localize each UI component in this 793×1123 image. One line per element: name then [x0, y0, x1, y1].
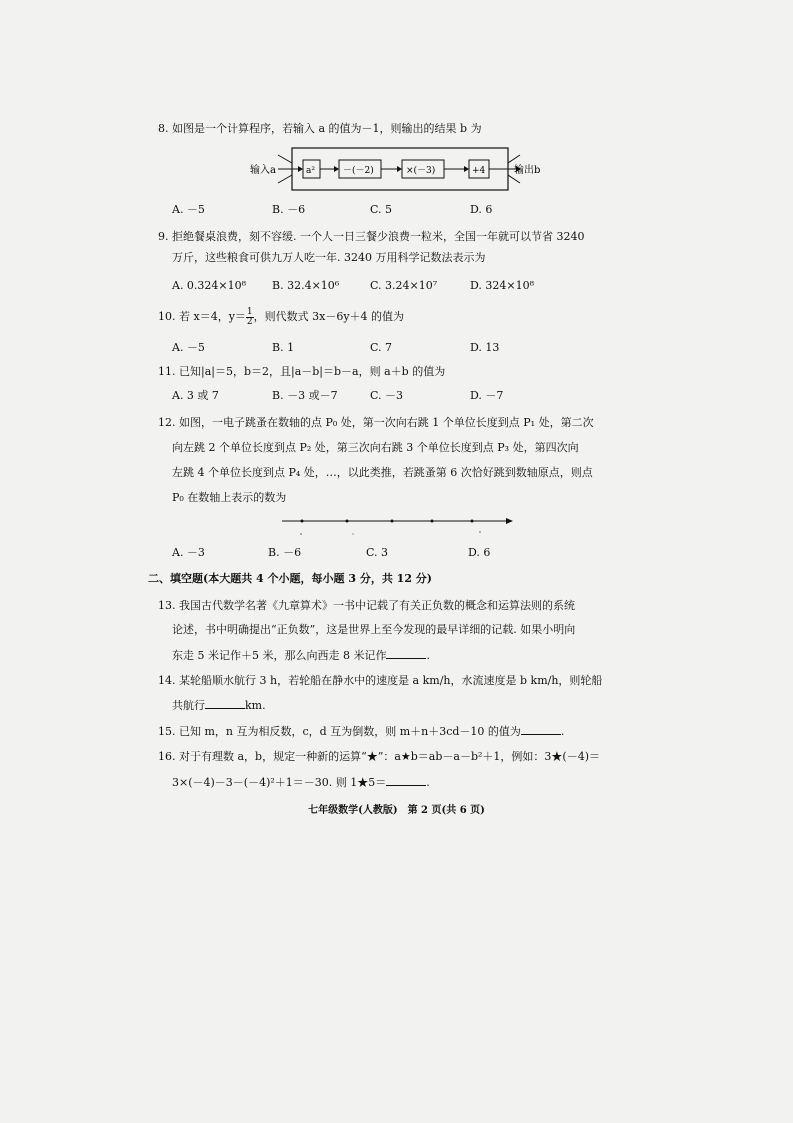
number-line-dot — [471, 520, 474, 523]
q13-line-2: 论述，书中明确提出“正负数”，这是世界上至今发现的最早详细的记载. 如果小明向 — [172, 623, 576, 636]
q16-answer-blank[interactable] — [386, 775, 426, 786]
q12-line-3: 左跳 4 个单位长度到点 P₄ 处，…，以此类推，若跳蚤第 6 次恰好跳到数轴原点，则点 — [172, 466, 593, 479]
number-line-dot — [301, 520, 304, 523]
q10-option-a[interactable]: A. －5 — [172, 341, 205, 354]
number-line-mark — [479, 531, 481, 533]
number-line-mark — [300, 533, 302, 535]
q9-line-2: 万斤，这些粮食可供九万人吃一年. 3240 万用科学记数法表示为 — [172, 251, 486, 264]
q8-options — [172, 203, 572, 217]
number-line-dot — [431, 520, 434, 523]
q13-line-3 — [172, 648, 430, 663]
q14-answer-blank[interactable] — [205, 698, 245, 709]
q12-option-c[interactable]: C. 3 — [366, 546, 389, 559]
q10-options — [172, 341, 572, 355]
page-footer: 七年级数学(人教版) 第 2 页(共 6 页) — [308, 805, 485, 816]
q10-option-c[interactable]: C. 7 — [370, 341, 393, 354]
q16-end: . — [426, 776, 430, 789]
q12-option-b[interactable]: B. －6 — [268, 546, 302, 559]
q10-option-d[interactable]: D. 13 — [470, 341, 500, 354]
q13-answer-blank[interactable] — [386, 648, 426, 659]
q12-number-line — [280, 512, 520, 538]
q10-stem-post: ，则代数式 3x－6y＋4 的值为 — [253, 310, 405, 323]
flow-step-4-label: +4 — [472, 166, 486, 176]
flow-step-1-label: a² — [306, 166, 315, 176]
q15-answer-blank[interactable] — [521, 724, 561, 735]
number-line-mark — [352, 533, 353, 534]
q16-line-2-text: 3×(－4)－3－(－4)²＋1＝－30. 则 1★5＝ — [172, 776, 387, 789]
q15-end: . — [560, 725, 565, 738]
flow-step-3-label: ×(－3) — [406, 166, 436, 176]
q10-fraction-denominator: 2 — [246, 316, 253, 327]
q10-fraction — [246, 308, 254, 327]
q10-stem-pre: 10. 若 x＝4，y＝ — [158, 310, 246, 323]
q8-stem: 8. 如图是一个计算程序，若输入 a 的值为－1，则输出的结果 b 为 — [158, 122, 482, 135]
q11-options — [172, 389, 572, 403]
q12-line-1: 12. 如图，一电子跳蚤在数轴的点 P₀ 处，第一次向右跳 1 个单位长度到点 P₁ 处，第二次 — [158, 416, 594, 429]
flow-output-label: 输出b — [514, 165, 541, 176]
q14-line-2-pre: 共航行 — [172, 699, 205, 712]
q10-option-b[interactable]: B. 1 — [272, 341, 295, 354]
q12-line-2: 向左跳 2 个单位长度到点 P₂ 处，第三次向右跳 3 个单位长度到点 P₃ 处，第四次向 — [172, 441, 579, 454]
flow-input-label: 输入a — [250, 165, 276, 176]
q16-line-1: 16. 对于有理数 a，b，规定一种新的运算“★”：a★b＝ab－a－b²＋1，例如：3★(－4)＝ — [158, 750, 600, 763]
q8-option-b[interactable]: B. －6 — [272, 203, 306, 216]
q9-option-c[interactable]: C. 3.24×10⁷ — [370, 279, 438, 292]
q15-stem — [158, 724, 564, 739]
q12-options — [172, 546, 572, 560]
q12-line-4: P₀ 在数轴上表示的数为 — [172, 491, 287, 504]
q14-unit: km. — [245, 699, 266, 712]
q11-option-c[interactable]: C. －3 — [370, 389, 404, 402]
q16-line-2 — [172, 775, 430, 790]
q11-option-b[interactable]: B. －3 或－7 — [272, 389, 338, 402]
q11-option-d[interactable]: D. －7 — [470, 389, 504, 402]
q10-stem — [158, 306, 404, 328]
q8-option-c[interactable]: C. 5 — [370, 203, 393, 216]
flow-step-2-label: －(－2) — [343, 166, 374, 176]
q11-option-a[interactable]: A. 3 或 7 — [172, 389, 219, 402]
q11-stem: 11. 已知|a|＝5，b＝2，且|a－b|＝b－a，则 a＋b 的值为 — [158, 365, 446, 378]
number-line-dot — [346, 520, 349, 523]
q13-end: . — [426, 649, 430, 662]
q13-line-1: 13. 我国古代数学名著《九章算术》一书中记载了有关正负数的概念和运算法则的系统 — [158, 599, 575, 612]
q9-line-1: 9. 拒绝餐桌浪费，刻不容缓. 一个人一日三餐少浪费一粒米，全国一年就可以节省 3240 — [158, 230, 585, 243]
q9-option-a[interactable]: A. 0.324×10⁸ — [172, 279, 247, 292]
q10-fraction-numerator: 1 — [246, 306, 253, 317]
q14-line-2 — [172, 698, 266, 713]
q9-options — [172, 279, 572, 293]
q8-flowchart — [248, 145, 548, 197]
q13-line-3-text: 东走 5 米记作＋5 米，那么向西走 8 米记作 — [172, 649, 387, 662]
q8-option-d[interactable]: D. 6 — [470, 203, 493, 216]
q12-option-a[interactable]: A. －3 — [172, 546, 205, 559]
q15-stem-text: 15. 已知 m，n 互为相反数，c，d 互为倒数，则 m＋n＋3cd－10 的值为 — [158, 725, 521, 738]
q8-option-a[interactable]: A. －5 — [172, 203, 205, 216]
number-line-dot — [391, 520, 394, 523]
q9-option-d[interactable]: D. 324×10⁸ — [470, 279, 535, 292]
section-2-heading: 二、填空题(本大题共 4 个小题，每小题 3 分，共 12 分) — [148, 572, 433, 585]
q14-line-1: 14. 某轮船顺水航行 3 h，若轮船在静水中的速度是 a km/h，水流速度是 b km/h，则轮船 — [158, 674, 603, 687]
q9-option-b[interactable]: B. 32.4×10⁶ — [272, 279, 340, 292]
q12-option-d[interactable]: D. 6 — [468, 546, 491, 559]
